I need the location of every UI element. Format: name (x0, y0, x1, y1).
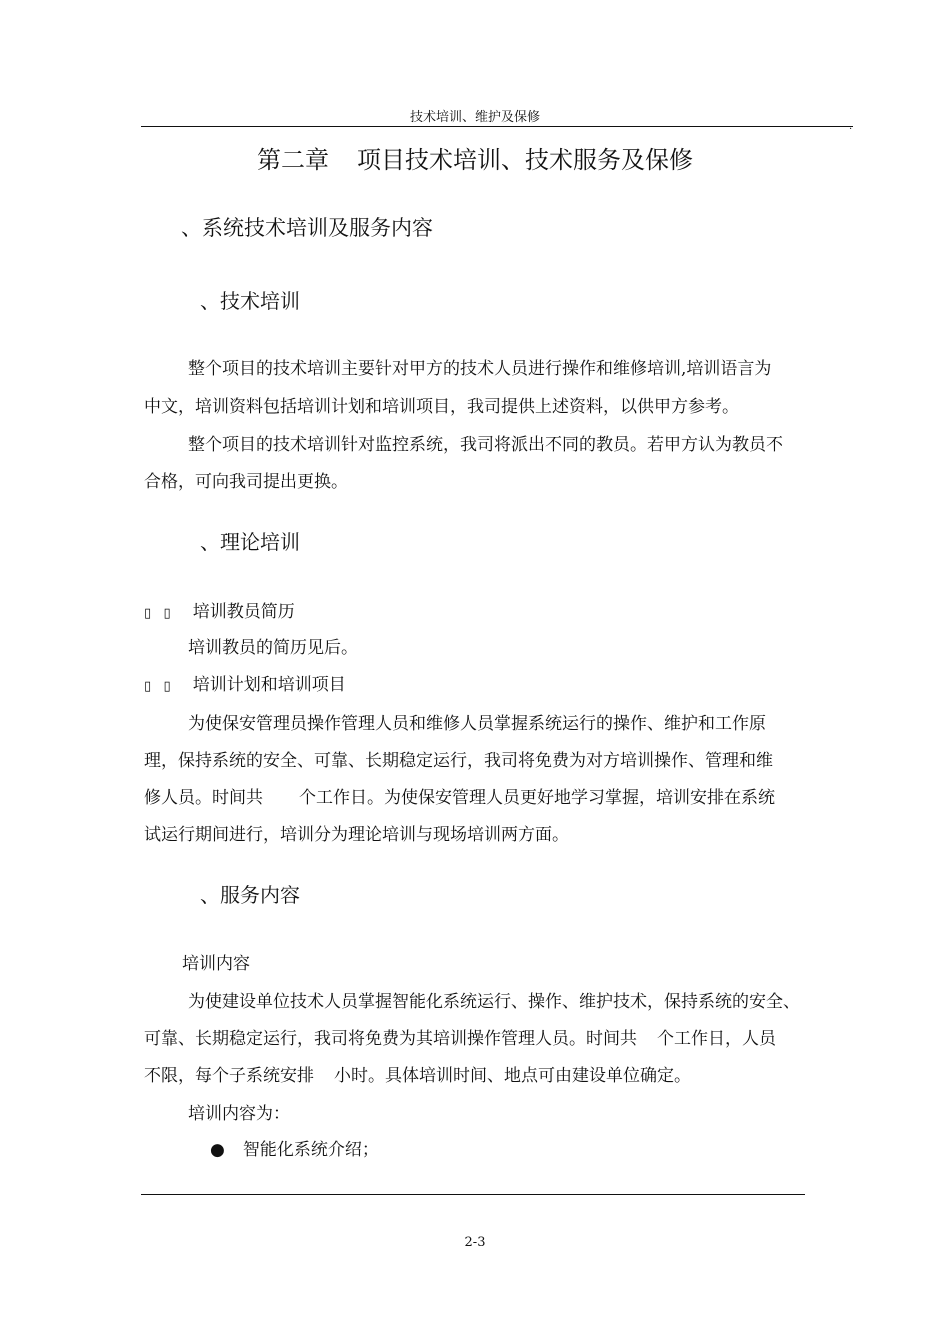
paragraph-line: 整个项目的技术培训针对监控系统，我司将派出不同的教员。若甲方认为教员不 (188, 435, 783, 455)
paragraph-line (144, 1024, 776, 1049)
running-header: 技术培训、维护及保修 (409, 110, 540, 125)
text-segment: 不限，每个子系统安排 (144, 1066, 314, 1086)
section-heading-technical-training: 、技术培训 (200, 289, 300, 313)
footer-rule (141, 1194, 805, 1195)
item-title: 培训教员简历 (192, 602, 295, 622)
paragraph-line: 培训内容为： (188, 1104, 290, 1124)
text-segment: 个工作日。为使保安管理人员更好地学习掌握，培训安排在系统 (299, 788, 775, 808)
bullet-text: 智能化系统介绍； (242, 1140, 379, 1160)
section-heading-theory-training: 、理论培训 (200, 530, 300, 554)
paragraph-line: 培训教员的简历见后。 (188, 638, 358, 658)
section-heading-service-content: 、服务内容 (200, 883, 300, 907)
chapter-label: 第二章 (257, 146, 329, 174)
text-segment: 修人员。时间共 (144, 788, 263, 808)
paragraph-line: 中文，培训资料包括培训计划和培训项目，我司提供上述资料，以供甲方参考。 (144, 397, 739, 417)
chapter-name: 项目技术培训、技术服务及保修 (357, 146, 693, 174)
paragraph-line (144, 1061, 691, 1086)
subsection-title: 培训内容 (182, 954, 250, 974)
paragraph-line: 合格，可向我司提出更换。 (144, 472, 348, 492)
bullet-item (210, 1135, 379, 1160)
text-segment: 可靠、长期稳定运行，我司将免费为其培训操作管理人员。时间共 (144, 1029, 637, 1049)
bullet-dot-icon: ● (210, 1140, 225, 1160)
paragraph-line: 试运行期间进行，培训分为理论培训与现场培训两方面。 (144, 825, 569, 845)
chapter-title (0, 140, 950, 175)
text-segment: 小时。具体培训时间、地点可由建设单位确定。 (334, 1066, 691, 1086)
header-rule (141, 126, 853, 127)
paragraph-line (144, 783, 775, 808)
missing-glyph-marks: ▯ ▯ (144, 679, 171, 694)
paragraph-line: 为使保安管理员操作管理人员和维修人员掌握系统运行的操作、维护和工作原 (188, 714, 766, 734)
text-segment: 个工作日，人员 (657, 1029, 776, 1049)
paragraph-line: 整个项目的技术培训主要针对甲方的技术人员进行操作和维修培训,培训语言为 (188, 359, 772, 379)
section-heading-training-services: 、系统技术培训及服务内容 (181, 216, 433, 240)
header-rule-end-mark: . (849, 121, 853, 132)
item-title: 培训计划和培训项目 (192, 675, 346, 695)
page-number: 2-3 (464, 1235, 486, 1250)
list-item (144, 597, 295, 622)
paragraph-line: 为使建设单位技术人员掌握智能化系统运行、操作、维护技术，保持系统的安全、 (188, 992, 800, 1012)
list-item (144, 670, 346, 695)
missing-glyph-marks: ▯ ▯ (144, 606, 171, 621)
paragraph-line: 理，保持系统的安全、可靠、长期稳定运行，我司将免费为对方培训操作、管理和维 (144, 751, 773, 771)
